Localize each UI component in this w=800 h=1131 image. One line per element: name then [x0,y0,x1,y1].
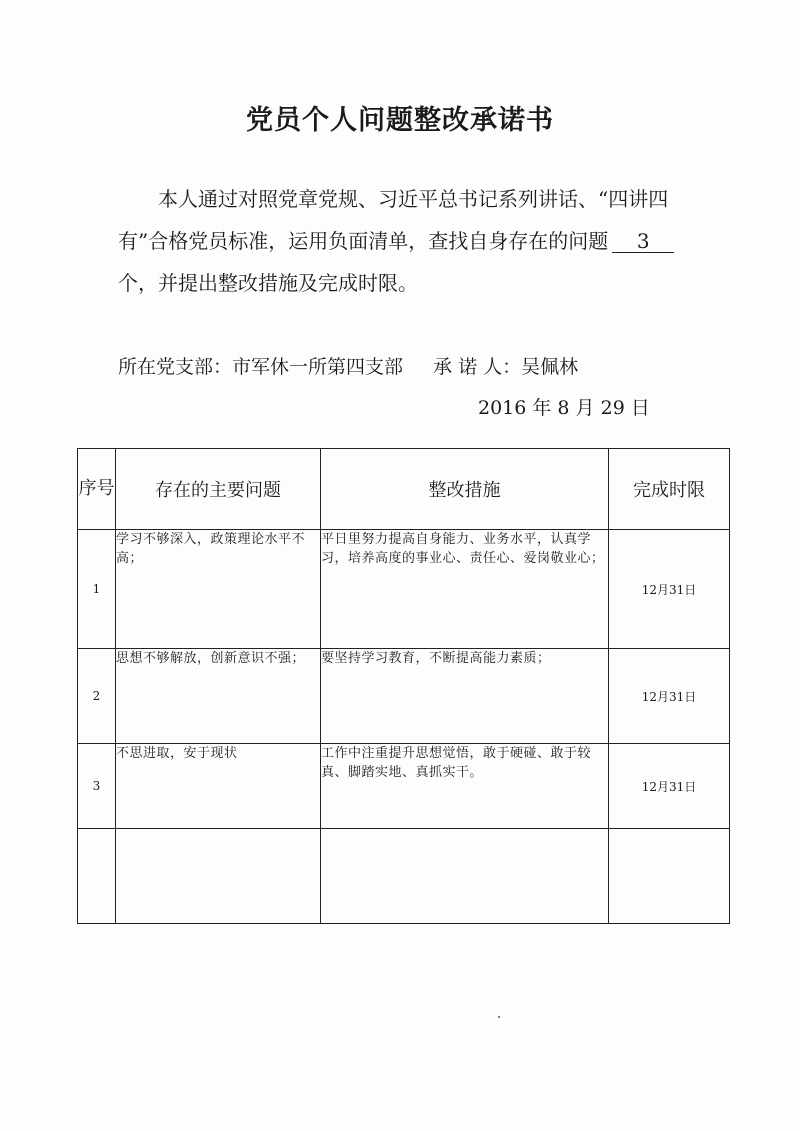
row-deadline: 12月31日 [609,744,730,829]
table-row [78,744,730,829]
promisor-value: 吴佩林 [521,356,579,378]
row-problem-empty [116,829,321,924]
table-header-row [78,449,730,530]
rectification-table [77,448,730,924]
row-seq-empty [78,829,116,924]
row-seq: 2 [78,649,116,744]
row-problem: 思想不够解放，创新意识不强； [116,649,321,744]
intro-text-before: 本人通过对照党章党规、习近平总书记系列讲话、“四讲四有”合格党员标准，运用负面清单，查找自身存在的问题 [118,187,669,253]
problem-count: 3 [612,230,674,253]
header-deadline: 完成时限 [609,449,730,530]
promisor-label: 承 诺 人： [433,356,522,378]
table-row [78,649,730,744]
table-row-empty [78,829,730,924]
document-title: 党员个人问题整改承诺书 [246,105,554,136]
table-row [78,530,730,649]
row-measure: 工作中注重提升思想觉悟，敢于硬碰、敢于较真、脚踏实地、真抓实干。 [321,744,609,829]
row-problem: 学习不够深入，政策理论水平不高； [116,530,321,649]
intro-text-after: 个，并提出整改措施及完成时限。 [118,271,418,295]
row-seq: 3 [78,744,116,829]
signature-line [118,352,718,382]
row-deadline-empty [609,829,730,924]
intro-paragraph [118,178,698,304]
branch-value: 市军休一所第四支部 [232,356,404,378]
row-measure: 要坚持学习教育，不断提高能力素质； [321,649,609,744]
row-problem: 不思进取，安于现状 [116,744,321,829]
row-seq: 1 [78,530,116,649]
row-measure-empty [321,829,609,924]
signing-date: 2016 年 8 月 29 日 [478,397,650,419]
row-measure: 平日里努力提高自身能力、业务水平，认真学习，培养高度的事业心、责任心、爱岗敬业心； [321,530,609,649]
branch-label: 所在党支部： [118,356,233,378]
row-deadline: 12月31日 [609,649,730,744]
row-deadline: 12月31日 [609,530,730,649]
scan-speck [498,1016,500,1018]
header-measure: 整改措施 [321,449,609,530]
header-seq: 序号 [78,449,116,530]
header-problem: 存在的主要问题 [116,449,321,530]
